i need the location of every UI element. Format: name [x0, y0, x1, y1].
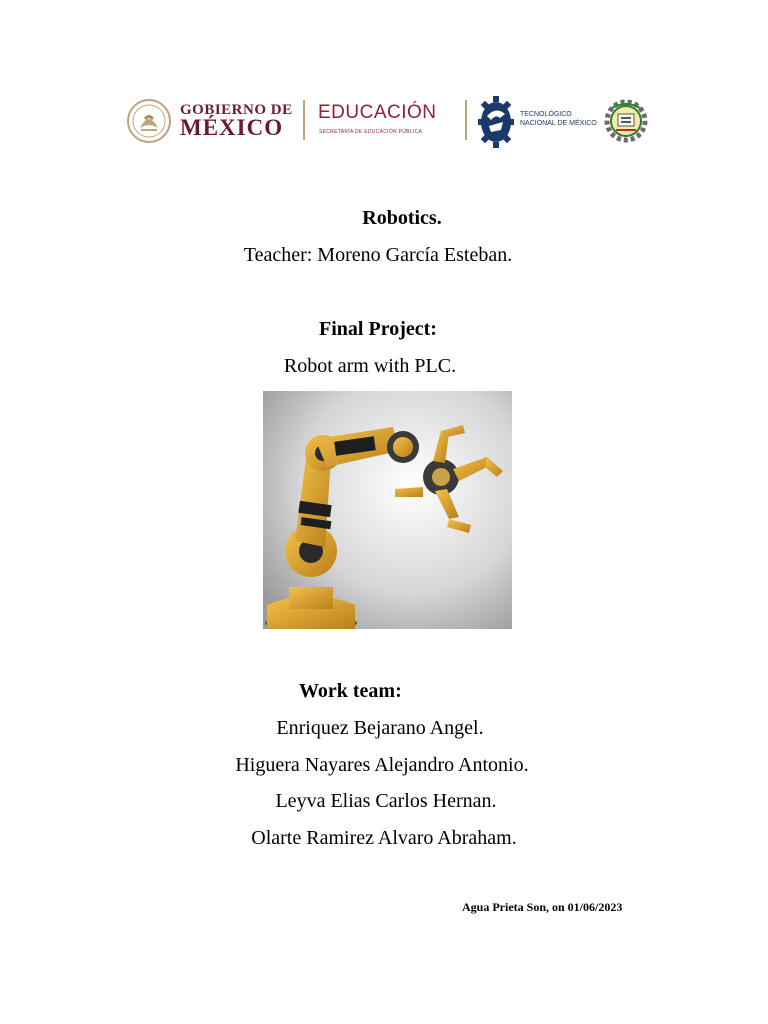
gobierno-de-mexico-logo	[124, 96, 299, 146]
robot-arm-photo	[263, 391, 512, 629]
team-member: Enriquez Bejarano Angel.	[276, 717, 484, 739]
final-project-label: Final Project:	[319, 318, 437, 340]
gobierno-line2: MÉXICO	[180, 115, 284, 140]
tecnm-line1: TECNOLÓGICO	[520, 111, 572, 118]
educacion-logo	[318, 102, 463, 142]
place-date: Agua Prieta Son, on 01/06/2023	[462, 900, 623, 914]
mexico-seal-icon	[126, 98, 172, 144]
logo-banner	[124, 96, 654, 152]
project-title: Robot arm with PLC.	[283, 355, 457, 377]
work-team-label: Work team:	[299, 680, 402, 702]
gobierno-line1: GOBIERNO DE	[180, 102, 293, 118]
school-gear-emblem-icon	[600, 98, 652, 144]
tecnm-line2: NACIONAL DE MÉXICO	[520, 120, 597, 127]
teacher-name: Teacher: Moreno García Esteban.	[243, 244, 513, 266]
logo-divider	[465, 100, 467, 140]
team-member: Higuera Nayares Alejandro Antonio.	[235, 754, 529, 776]
course-title: Robotics.	[362, 207, 442, 229]
logo-divider	[303, 100, 305, 140]
team-member: Olarte Ramirez Alvaro Abraham.	[251, 827, 517, 849]
tecnm-wordmark	[520, 110, 597, 128]
team-member: Leyva Elias Carlos Hernan.	[275, 790, 497, 812]
educacion-title: EDUCACIÓN	[318, 102, 437, 123]
educacion-subtitle: SECRETARÍA DE EDUCACIÓN PÚBLICA	[319, 129, 423, 135]
tecnm-eagle-gear-icon	[478, 96, 514, 148]
